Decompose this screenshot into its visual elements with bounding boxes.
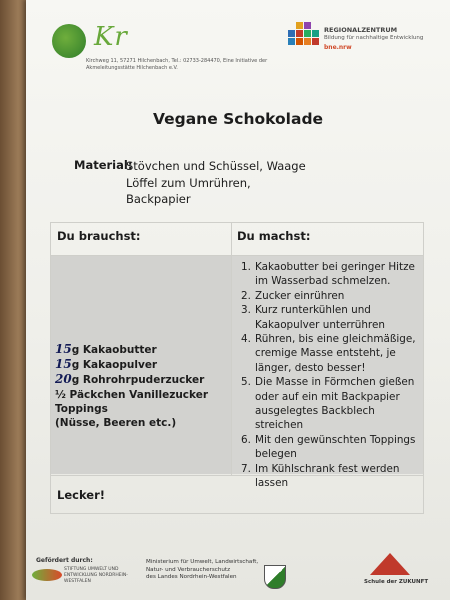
- step-item: 1. Kakaobutter bei geringer Hitze im Wasserbad schmelzen.: [241, 261, 415, 288]
- regionalzentrum-url: bne.nrw: [324, 44, 352, 51]
- sponsor-footer: [26, 545, 450, 600]
- regionalzentrum-subtitle: Bildung für nachhaltige Entwicklung: [324, 35, 424, 41]
- step-item: 4. Rühren, bis eine gleichmäßige, cremige Masse entsteht, je länger, desto besser!: [241, 333, 416, 374]
- green-circle-logo-icon: [52, 24, 86, 58]
- ingredient-item: [55, 342, 208, 357]
- ingredient-text: Toppings: [55, 402, 108, 415]
- ingredient-list: [55, 342, 208, 430]
- ingredient-text: g Kakaobutter: [71, 344, 157, 356]
- ingredient-quantity: 15: [55, 342, 72, 356]
- mosaic-logo-icon: [288, 22, 320, 54]
- ingredient-quantity: 15: [55, 357, 72, 372]
- organization-address: Kirchweg 11, 57271 Hilchenbach, Tel.: 02733-284470, Eine Initiative der Akmeleitungsstätte Hilchenbach e.V.: [86, 58, 268, 71]
- stiftung-logo-icon: [32, 569, 62, 581]
- ingredient-text: g Kakaopulver: [71, 359, 158, 372]
- funded-by-label: Gefördert durch:: [36, 557, 93, 564]
- organization-logo-word: Kr: [94, 22, 128, 52]
- ingredient-quantity: 20: [55, 372, 72, 387]
- ingredients-cell: [51, 256, 231, 474]
- material-line: Löffel zum Umrühren,: [126, 175, 251, 190]
- recipe-title: Vegane Schokolade: [152, 110, 324, 128]
- step-item: 3. Kurz runterkühlen und Kakaopulver unterrühren: [241, 304, 385, 331]
- ingredient-item: [55, 402, 208, 416]
- ingredient-item: [55, 372, 208, 387]
- ingredient-item: [55, 388, 208, 402]
- steps-list: [241, 260, 419, 491]
- steps-header: Du machst:: [237, 229, 311, 243]
- material-list: [126, 158, 306, 208]
- material-line: Stövchen und Schüssel, Waage: [126, 159, 306, 173]
- material-line: Backpapier: [126, 192, 191, 206]
- regionalzentrum-logo: [288, 22, 448, 72]
- ingredient-text: g Rohrohrpuderzucker: [71, 374, 205, 387]
- ministry-name: Ministerium für Umwelt, Landwirtschaft, Natur- und Verbraucherschutz des Landes Nordrhein-Westfalen: [146, 559, 259, 580]
- ingredient-item: [55, 357, 208, 372]
- step-item: 6. Mit den gewünschten Toppings belegen: [241, 433, 416, 461]
- schule-der-zukunft-logo-icon: [370, 553, 410, 575]
- schule-der-zukunft-label: Schule der ZUKUNFT: [364, 579, 429, 585]
- ingredient-text: (Nüsse, Beeren etc.): [55, 417, 177, 430]
- ingredient-item: [55, 416, 208, 430]
- step-item: 5. Die Masse in Förmchen gießen oder auf ein mit Backpapier ausgelegtes Backblech streichen: [241, 376, 415, 432]
- recipe-sheet: [26, 0, 450, 600]
- table-footer-text: Lecker!: [57, 488, 105, 502]
- stiftung-name: STIFTUNG UMWELT UND ENTWICKLUNG NORDRHEIN-WESTFALEN: [64, 567, 128, 584]
- table-footer-row: [51, 475, 423, 514]
- regionalzentrum-title: REGIONALZENTRUM: [324, 26, 398, 34]
- step-item: 2. Zucker einrühren: [241, 289, 345, 302]
- recipe-table: [50, 222, 424, 514]
- table-header-row: [51, 223, 423, 256]
- nrw-coat-of-arms-icon: [264, 565, 286, 589]
- ingredients-header: Du brauchst:: [57, 229, 141, 243]
- organization-logo: [52, 22, 272, 82]
- ingredient-text: ½ Päckchen Vanillezucker: [55, 388, 209, 401]
- step-item: 7. Im Kühlschrank fest werden lassen: [241, 462, 400, 490]
- material-label: Material:: [74, 158, 133, 172]
